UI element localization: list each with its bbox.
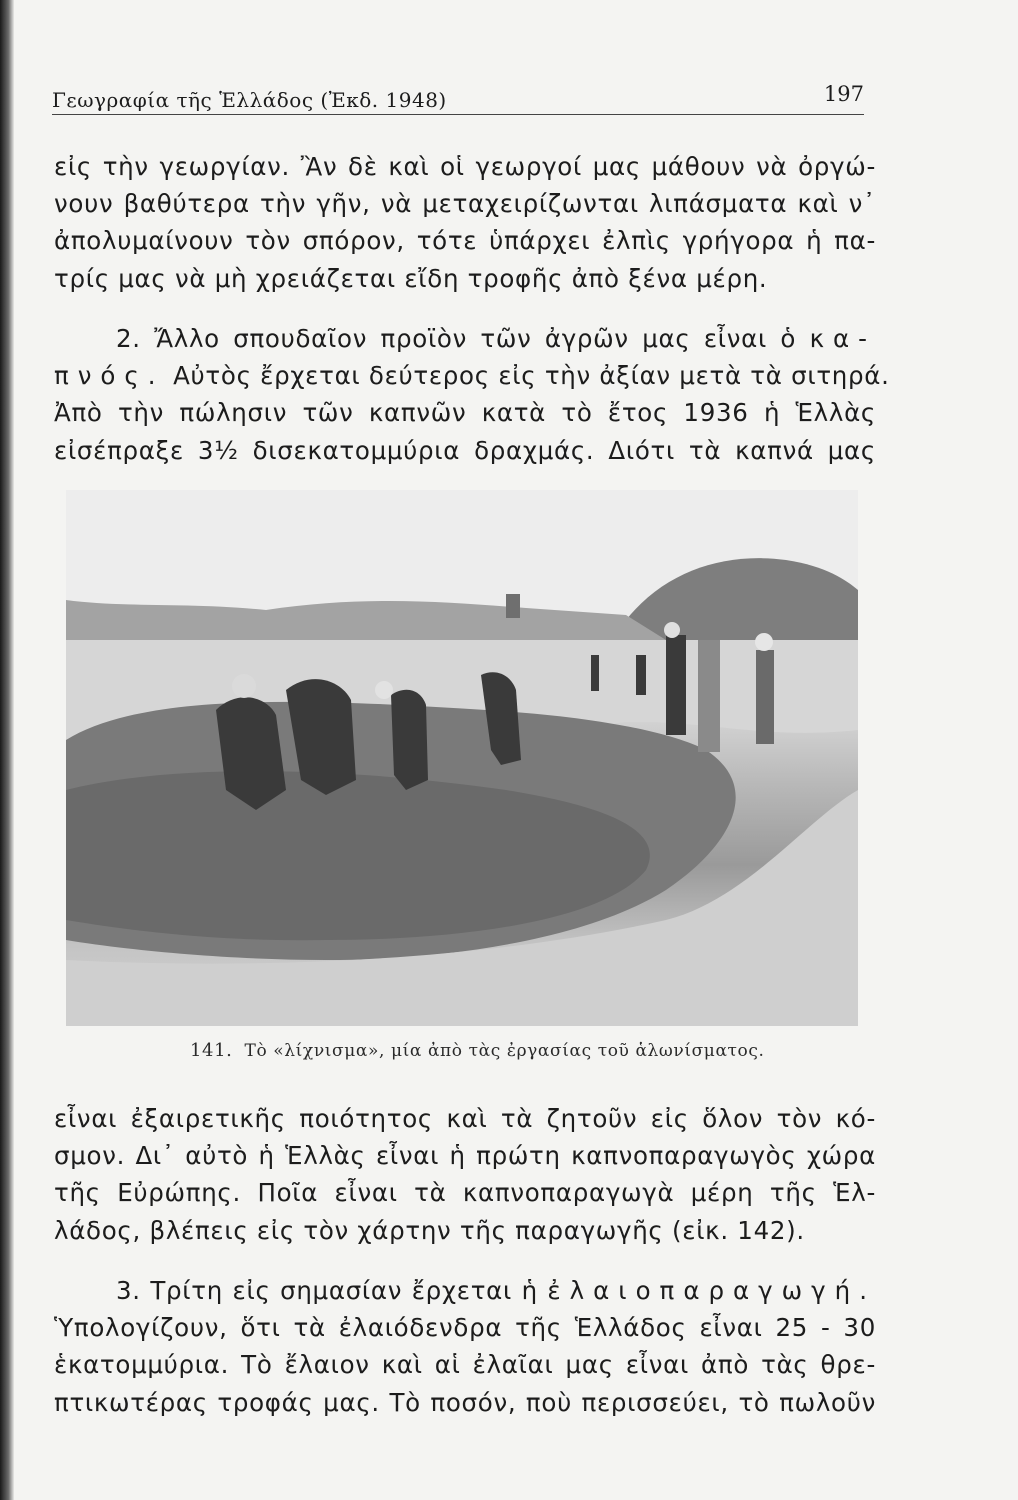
winnowing-photograph <box>66 490 858 1026</box>
text-line <box>54 320 876 357</box>
page-number: 197 <box>823 82 864 106</box>
worker-figure <box>591 655 599 691</box>
text-line: εἰσέπραξε 3½ δισεκατομμύρια δραχμάς. Διότι τὰ καπνά μας <box>54 435 876 465</box>
photo-illustration <box>66 490 858 1026</box>
paragraph-tobacco <box>54 320 890 469</box>
figure-number: 141. <box>190 1040 233 1061</box>
worker-hat <box>375 681 393 699</box>
tobacco-second-rank: Αὐτὸς ἔρχεται δεύτερος εἰς τὴν ἀξίαν μετὰ τὰ σιτηρά. <box>173 361 890 391</box>
worker-figure <box>756 650 774 744</box>
text-line: ἀπολυμαίνουν τὸν σπόρον, τότε ὑπάρχει ἐλπὶς γρήγορα ἡ πα- <box>54 226 876 256</box>
text-line: τρίς μας νὰ μὴ χρειάζεται εἴδη τροφῆς ἀπὸ ξένα μέρη. <box>54 263 768 293</box>
caption-text: Τὸ «λίχνισμα», μία ἀπὸ τὰς ἐργασίας τοῦ ἁλωνίσματος. <box>244 1041 765 1061</box>
book-title: Γεωγραφία τῆς Ἑλλάδος (Ἐκδ. 1948) <box>52 88 447 112</box>
worker-hat <box>755 633 773 651</box>
worker-figure <box>636 655 646 695</box>
text-line <box>54 357 890 394</box>
worker-hat <box>232 674 256 698</box>
paragraph-tobacco-quality <box>54 1100 876 1249</box>
paragraph-olive-oil <box>54 1272 876 1421</box>
tobacco-lead: 2. Ἄλλο σπουδαῖον προϊὸν τῶν ἀγρῶν μας εἶναι ὁ <box>116 324 797 353</box>
text-line: νουν βαθύτερα τὴν γῆν, νὰ μεταχειρίζωνται λιπάσματα καὶ ν᾽ <box>54 189 876 219</box>
olive-lead: 3. Τρίτη εἰς σημασίαν ἔρχεται ἡ <box>116 1276 538 1305</box>
text-line: ἑκατομμύρια. Τὸ ἔλαιον καὶ αἱ ἐλαῖαι μας εἶναι ἀπὸ τὰς θρε- <box>54 1350 876 1380</box>
emphasized-word: πνός. <box>54 361 165 391</box>
worker-figure <box>666 635 686 735</box>
text-line: πτικωτέρας τροφάς μας. Τὸ ποσόν, ποὺ περισσεύει, τὸ πωλοῦν <box>54 1387 876 1417</box>
worker-figure <box>391 690 428 790</box>
paragraph-grain-farming <box>54 148 876 297</box>
figure-caption <box>190 1040 764 1061</box>
text-line: Ἀπὸ τὴν πώλησιν τῶν καπνῶν κατὰ τὸ ἔτος 1936 ἡ Ἑλλὰς <box>54 398 876 428</box>
running-header <box>52 82 870 116</box>
page-binding-edge <box>0 0 14 1500</box>
text-line: εἶναι ἐξαιρετικῆς ποιότητος καὶ τὰ ζητοῦν εἰς ὅλον τὸν κό- <box>54 1104 876 1133</box>
distant-tower <box>506 594 520 618</box>
worker-figure <box>698 640 720 752</box>
text-line: σμον. Δι᾽ αὐτὸ ἡ Ἑλλὰς εἶναι ἡ πρώτη καπνοπαραγωγὸς χώρα <box>54 1141 876 1171</box>
emphasized-word: κα- <box>809 324 876 353</box>
text-line <box>54 1272 876 1309</box>
text-line: Ὑπολογίζουν, ὅτι τὰ ἐλαιόδενδρα τῆς Ἑλλάδος εἶναι 25 - 30 <box>54 1313 876 1343</box>
worker-hat <box>664 622 680 638</box>
header-rule <box>52 114 864 115</box>
text-line: εἰς τὴν γεωργίαν. Ἂν δὲ καὶ οἱ γεωργοί μας μάθουν νὰ ὀργώ- <box>54 152 876 181</box>
text-line: λάδος, βλέπεις εἰς τὸν χάρτην τῆς παραγωγῆς (εἰκ. 142). <box>54 1215 805 1245</box>
text-line: τῆς Εὐρώπης. Ποῖα εἶναι τὰ καπνοπαραγωγὰ μέρη τῆς Ἑλ- <box>54 1178 876 1208</box>
emphasized-word: ἐλαιοπαραγωγή. <box>547 1276 876 1305</box>
